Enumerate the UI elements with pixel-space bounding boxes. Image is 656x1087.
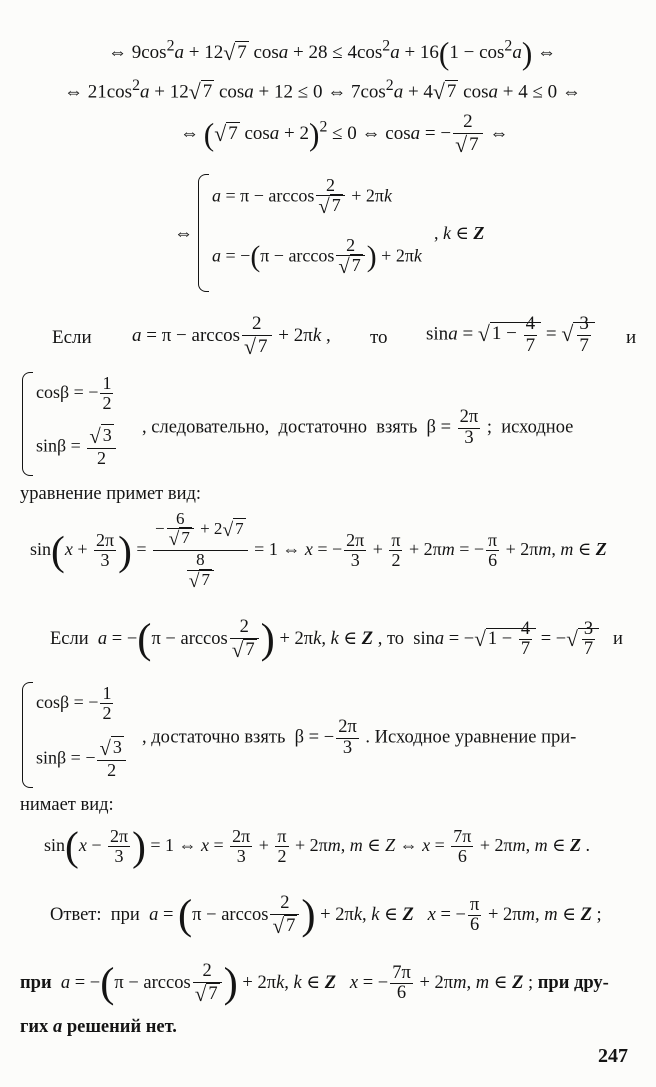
system-1-tail: , k ∈ Z: [434, 223, 485, 243]
case-1-condition: a = π − arccos $\frac{2}{√ 7}$ + 2πk ,: [132, 313, 331, 359]
beta-1-text: , следовательно, достаточно взять β = $\frac{2\pi}{3}$ ; исходное: [142, 407, 574, 448]
equivalence-sign: ⇔: [174, 223, 193, 244]
answer-line-3: гих a решений нет.: [20, 1017, 177, 1037]
equation-case-1: sin(x + $\frac{2\pi}{3}$ ) = − $\frac{6}{√ 7}$ + 2√ 7 $\frac{8}{√ 7}$ = 1 ⇔ x = − $\frac{2\pi}{3}$ + $\frac{\pi}{2}$ + 2πm = − $\frac{\pi}{6}$ + 2πm, m ∈ Z: [30, 509, 607, 592]
solution-system-1: [174, 174, 504, 294]
beta-system-1: [22, 372, 652, 478]
continuation-1: уравнение примет вид:: [20, 484, 202, 504]
beta-2-cos: cosβ = − $\frac{1}{2}$: [36, 683, 112, 724]
answer-line-2: при a = −(π − arccos $\frac{2}{√ 7}$ ) + 2πk, k ∈ Z x = − $\frac{7\pi}{6}$ + 2πm, m ∈ Z ; при дру-: [20, 959, 609, 1007]
equation-case-2: sin(x − $\frac{2\pi}{3}$ ) = 1 ⇔ x = $\frac{2\pi}{3}$ + $\frac{\pi}{2}$ + 2πm, m ∈ Z ⇔ x = $\frac{7\pi}{6}$ + 2πm, m ∈ Z .: [44, 823, 590, 869]
system-1-row-1: a = π − arccos $\frac{2}{√ 7}$ + 2πk: [212, 175, 392, 219]
equation-line-3: ⇔ (√ 7 cosa + 2)$^2$ ≤ 0 ⇔ cosa = − $\frac{2}{√ 7}$ ⇔: [180, 111, 509, 157]
continuation-2: нимает вид:: [20, 795, 114, 815]
case-1-line: [0, 312, 656, 368]
equation-line-2: ⇔ $21\cos^2a + 12√$ 7 cosa + 12 ≤ 0 ⇔ $7\cos^2a + 4√$ 7 cosa + 4 ≤ 0 ⇔: [64, 77, 581, 105]
system-1-row-2: a = −(π − arccos $\frac{2}{√ 7}$ ) + 2πk: [212, 235, 422, 279]
case-1-and: и: [626, 327, 637, 348]
case-1-lead: Если: [52, 327, 92, 348]
case-1-sin: sina = √ 1 − $\frac{4}{7}$ = √ $\frac{3}{7}$: [426, 314, 595, 356]
page-number: 247: [598, 1045, 628, 1067]
beta-1-sin: sinβ = $\frac{√ 3}{2}$: [36, 426, 118, 469]
beta-2-text: , достаточно взять β = − $\frac{2\pi}{3}$ . Исходное уравнение при-: [142, 717, 577, 758]
beta-system-2: [22, 682, 652, 790]
case-2-line: Если a = −(π − arccos $\frac{2}{√ 7}$ ) + 2πk, k ∈ Z , то sina = −√ 1 − $\frac{4}{7}$ = −√ $\frac{3}{7}$ и: [50, 615, 623, 663]
beta-2-sin: sinβ = − $\frac{√ 3}{2}$: [36, 738, 128, 781]
case-1-to: то: [370, 327, 388, 348]
beta-1-cos: cosβ = − $\frac{1}{2}$: [36, 373, 112, 414]
answer-line-1: Ответ: при a = (π − arccos $\frac{2}{√ 7}$ ) + 2πk, k ∈ Z x = − $\frac{\pi}{6}$ + 2πm, m ∈ Z ;: [50, 891, 602, 939]
equation-line-1: ⇔ $9\cos^2a + 12√$ 7 $\cos a + 28 \le 4\cos^2a + 16(1 - \cos^2a)$ ⇔: [108, 36, 557, 71]
